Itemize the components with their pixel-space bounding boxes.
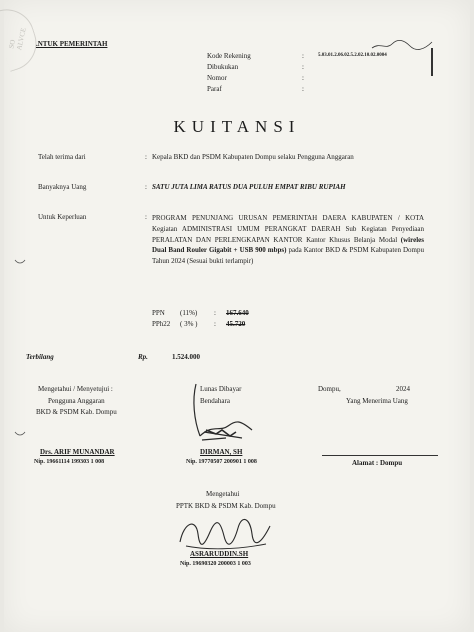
label-kode-rekening: Kode Rekening xyxy=(207,52,251,60)
mid-sign-nip: Nip. 19770507 200901 1 008 xyxy=(186,459,257,465)
punch-mark xyxy=(14,258,26,266)
colon: : xyxy=(145,153,147,161)
label-keperluan: Untuk Keperluan xyxy=(38,213,87,221)
left-sign-l3: BKD & PSDM Kab. Dompu xyxy=(36,408,117,416)
label-terima: Telah terima dari xyxy=(38,153,86,161)
pph-rate: ( 3% ) xyxy=(180,320,198,328)
bottom-sign-nip: Nip. 19690320 200003 1 003 xyxy=(180,561,251,567)
terbilang-label: Terbilang xyxy=(26,353,54,361)
label-dibukukan: Dibukukan xyxy=(207,63,239,71)
colon: : xyxy=(302,63,304,71)
mid-sign-l2: Bendahara xyxy=(200,397,230,405)
pph-value: 45.720 xyxy=(226,320,246,328)
unit-header: .NTUK PEMERINTAH xyxy=(36,40,108,48)
colon: : xyxy=(302,52,304,60)
value-banyak-uang: SATU JUTA LIMA RATUS DUA PULUH EMPAT RIBU RUPIAH xyxy=(152,183,346,191)
right-sign-place: Dompu, xyxy=(318,385,341,393)
paraf-scribble xyxy=(370,36,440,56)
left-sign-l2: Pengguna Anggaran xyxy=(48,397,105,405)
amount-value: 1.524.000 xyxy=(172,353,200,361)
bendahara-signature xyxy=(182,380,262,450)
keperluan-text: PROGRAM PENUNJANG URUSAN PEMERINTAH DAERA KABUPATEN / KOTA Kegiatan ADMINISTRASI UMUM PERANGKAT DAERAH Sub Kegiatan Penyediaan PERALATAN DAN PERLENGKAPAN KANTOR Kantor Khusus Belanja Modal (wireles Dual Band Rouler Gigabit + USB 900 mbps) pada Kantor BKD & PSDM Kabupaten Dompu Tahun 2024 (Sesuai bukti terlampir) xyxy=(152,214,424,266)
colon: : xyxy=(145,183,147,191)
right-sign-l2: Yang Menerima Uang xyxy=(346,397,408,405)
right-sign-alamat: Alamat : Dompu xyxy=(352,459,403,467)
bottom-sign-name: ASRARUDDIN.SH xyxy=(190,550,249,558)
colon: : xyxy=(145,213,147,221)
pph-label: PPh22 xyxy=(152,320,171,328)
mid-sign-name: DIRMAN, SH xyxy=(200,448,243,456)
colon: : xyxy=(302,85,304,93)
ppn-value: 167.640 xyxy=(226,309,249,317)
colon: : xyxy=(214,320,216,328)
margin-mark xyxy=(431,48,433,76)
left-sign-nip: Nip. 19661114 199303 1 008 xyxy=(34,459,105,465)
right-sign-year: 2024 xyxy=(396,385,410,393)
colon: : xyxy=(302,74,304,82)
bottom-sign-l2: PPTK BKD & PSDM Kab. Dompu xyxy=(176,502,276,510)
label-paraf: Paraf xyxy=(207,85,222,93)
punch-mark xyxy=(14,430,26,438)
label-nomor: Nomor xyxy=(207,74,227,82)
ppn-rate: (11%) xyxy=(180,309,198,317)
left-sign-l1: Mengetahui / Menyetujui : xyxy=(38,385,113,393)
label-banyak-uang: Banyaknya Uang xyxy=(38,183,87,191)
bottom-sign-l1: Mengetahui xyxy=(206,490,240,498)
page-title: KUITANSI xyxy=(173,117,301,136)
colon: : xyxy=(214,309,216,317)
currency-label: Rp. xyxy=(138,353,148,361)
value-terima: Kepala BKD dan PSDM Kabupaten Dompu selaku Pengguna Anggaran xyxy=(152,153,354,161)
left-sign-name: Drs. ARIF MUNANDAR xyxy=(40,448,115,456)
mid-sign-l1: Lunas Dibayar xyxy=(200,385,242,393)
right-sign-line xyxy=(322,455,438,456)
ppn-label: PPN xyxy=(152,309,165,317)
kode-rekening-value: 5.03.01.2.06.02.5.2.02.10.02.0004 xyxy=(318,53,387,58)
corner-stamp: SO ALVCE xyxy=(0,2,44,72)
